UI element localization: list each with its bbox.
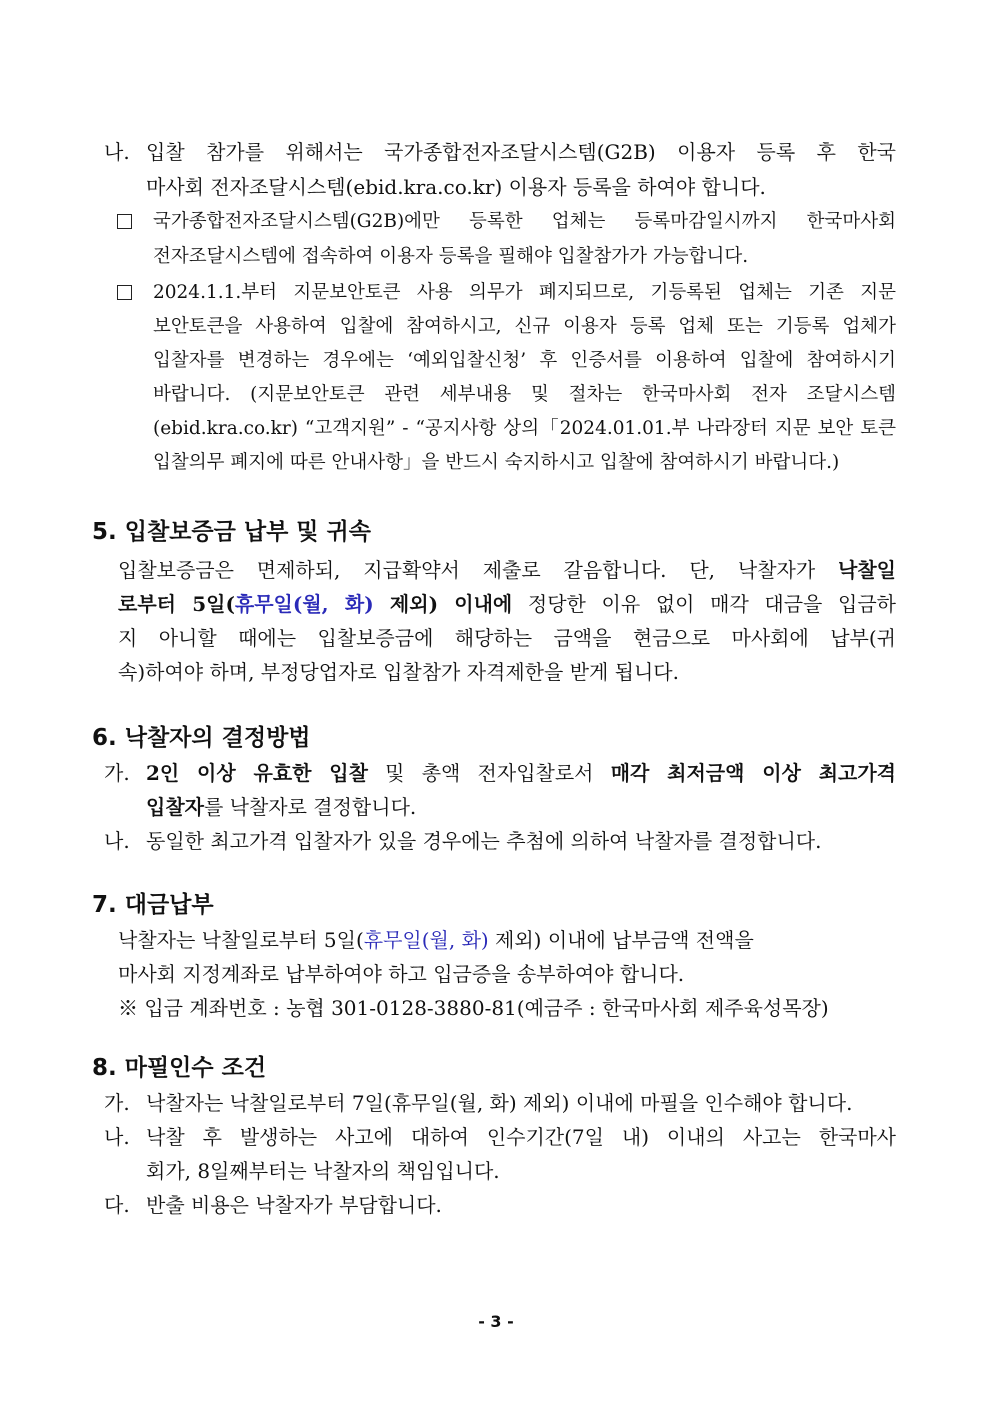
sec6-ga-line2: [146, 792, 416, 822]
sec5-line3: 지 아니할 때에는 입찰보증금에 해당하는 금액을 현금으로 마사회에 납부(귀: [118, 626, 896, 650]
sec5-line1-bold: 낙찰일: [838, 558, 896, 582]
sec5-line2-bold-c: 제외) 이내에: [373, 592, 513, 616]
box1-line2: 전자조달시스템에 접속하여 이용자 등록을 필해야 입찰참가가 가능합니다.: [153, 246, 749, 267]
sec6-ga-line1: [146, 758, 896, 788]
checkbox-bullet-2: [117, 285, 132, 300]
sec5-line4: 속)하여야 하며, 부정당업자로 입찰참가 자격제한을 받게 됩니다.: [118, 660, 679, 684]
item-na-line1: 입찰 참가를 위해서는 국가종합전자조달시스템(G2B) 이용자 등록 후 한국: [146, 140, 896, 164]
sec8-da-line: 반출 비용은 낙찰자가 부담합니다.: [146, 1193, 442, 1217]
sec6-ga-text: 및 총액 전자입찰로서: [367, 761, 611, 785]
sec6-ga-bold-c: 매각 최저금액 이상 최고가격: [610, 761, 897, 785]
sec5-line1: [118, 555, 896, 585]
sec7-account-line: ※ 입금 계좌번호 : 농협 301-0128-3880-81(예금주 : 한국마사회 제주육성목장): [118, 996, 829, 1020]
sec7-line1-c: 제외) 이내에 납부금액 전액을: [488, 928, 754, 952]
box2-line6: 입찰의무 폐지에 따른 안내사항」을 반드시 숙지하시고 입찰에 참여하시기 바랍니다.): [153, 452, 840, 473]
sec6-na-line: 동일한 최고가격 입찰자가 있을 경우에는 추첨에 의하여 낙찰자를 결정합니다.: [146, 829, 822, 853]
sec5-line2-bold-a: 로부터 5일(: [118, 592, 235, 616]
sec6-ga-bold-a: 2인 이상 유효한 입찰: [146, 761, 368, 785]
section-8-heading: 8. 마필인수 조건: [92, 1055, 267, 1081]
section-6-heading: 6. 낙찰자의 결정방법: [92, 725, 311, 751]
sec8-ga-marker: 가.: [104, 1091, 130, 1115]
box2-line1: 2024.1.1.부터 지문보안토큰 사용 의무가 폐지되므로, 기등록된 업체는 기존 지문: [153, 282, 896, 303]
sec5-line2: [118, 589, 896, 619]
sec7-line1: [118, 925, 754, 955]
checkbox-bullet-1: [117, 214, 132, 229]
section-7-heading: 7. 대금납부: [92, 892, 214, 918]
section-5-heading: 5. 입찰보증금 납부 및 귀속: [92, 519, 371, 545]
sec6-na-marker: 나.: [104, 829, 130, 853]
sec5-line1-text: 입찰보증금은 면제하되, 지급확약서 제출로 갈음합니다. 단, 낙찰자가: [118, 558, 839, 582]
sec5-line2-holiday: 휴무일(월, 화): [234, 592, 374, 616]
sec8-na-line2: 회가, 8일째부터는 낙찰자의 책임입니다.: [146, 1159, 500, 1183]
sec7-line2: 마사회 지정계좌로 납부하여야 하고 입금증을 송부하여야 합니다.: [118, 962, 685, 986]
sec8-na-marker: 나.: [104, 1125, 130, 1149]
sec7-line1-a: 낙찰자는 낙찰일로부터 5일(: [118, 928, 364, 952]
box2-line5: (ebid.kra.co.kr) “고객지원” - “공지사항 상의「2024.01.01.부 나라장터 지문 보안 토큰: [153, 418, 896, 439]
box2-line3: 입찰자를 변경하는 경우에는 ‘예외입찰신청’ 후 인증서를 이용하여 입찰에 참여하시기: [153, 350, 896, 371]
sec6-ga-marker: 가.: [104, 761, 130, 785]
page-number: - 3 -: [478, 1312, 514, 1331]
sec5-line2-text: 정당한 이유 없이 매각 대금을 입금하: [512, 592, 896, 616]
sec8-ga-line: 낙찰자는 낙찰일로부터 7일(휴무일(월, 화) 제외) 이내에 마필을 인수해야 합니다.: [146, 1091, 853, 1115]
item-na-line2: 마사회 전자조달시스템(ebid.kra.co.kr) 이용자 등록을 하여야 합니다.: [146, 175, 766, 199]
sec8-na-line1: 낙찰 후 발생하는 사고에 대하여 인수기간(7일 내) 이내의 사고는 한국마사: [146, 1125, 896, 1149]
sec6-ga2-text: 를 낙찰자로 결정합니다.: [203, 795, 417, 819]
sec6-ga2-bold: 입찰자: [146, 795, 204, 819]
box2-line2: 보안토큰을 사용하여 입찰에 참여하시고, 신규 이용자 등록 업체 또는 기등록 업체가: [153, 316, 896, 337]
box1-line1: 국가종합전자조달시스템(G2B)에만 등록한 업체는 등록마감일시까지 한국마사회: [153, 211, 896, 232]
sec7-line1-holiday: 휴무일(월, 화): [363, 928, 489, 952]
item-na-marker: 나.: [104, 140, 130, 164]
sec8-da-marker: 다.: [104, 1193, 130, 1217]
box2-line4: 바랍니다. (지문보안토큰 관련 세부내용 및 절차는 한국마사회 전자 조달시스템: [153, 384, 896, 405]
